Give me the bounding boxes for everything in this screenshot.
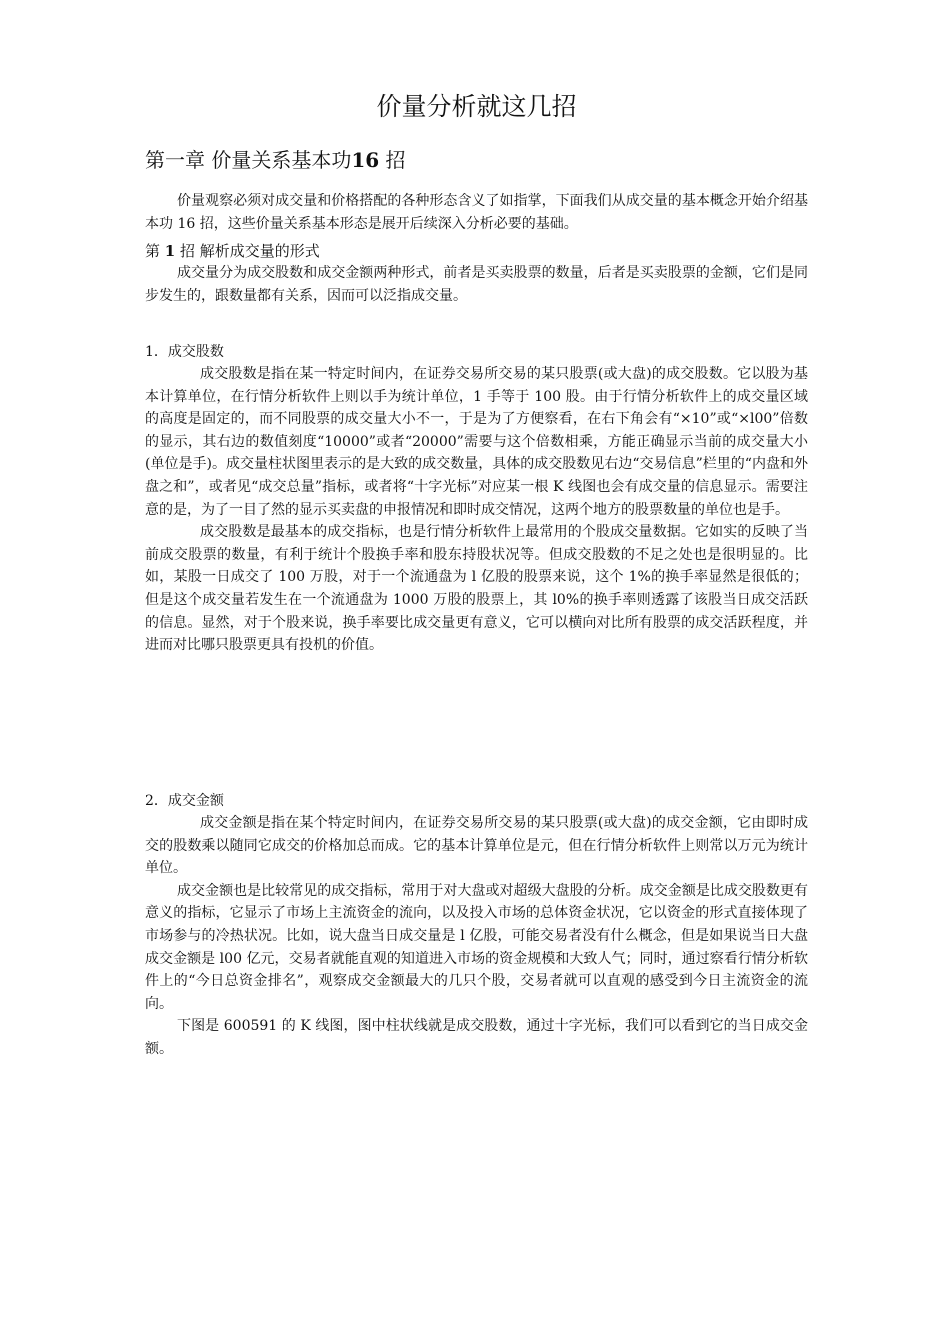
chapter-heading-prefix: 第一章 价量关系基本功 (145, 148, 352, 172)
part-2-paragraph-1: 成交金额是指在某个特定时间内，在证券交易所交易的某只股票(或大盘)的成交金额，它由即时成交的股数乘以随同它成交的价格加总而成。它的基本计算单位是元，但在行情分析软件上则常以万元为统计单位。 (145, 815, 808, 877)
part-1-paragraph-1: 成交股数是指在某一特定时间内，在证券交易所交易的某只股票(或大盘)的成交股数。它以股为基本计算单位，在行情分析软件上则以手为统计单位，1 手等于 100 股。由于行情分析软件上的成交量区域的高度是固定的，而不同股票的成交量大小不一，于是为了方便察看，在右下角会有“×10”或“×l00”倍数的显示，其右边的数值刻度“10000”或者“20000”需要与这个倍数相乘，方能正确显示当前的成交量大小(单位是手)。成交量柱状图里表示的是大致的成交数量，具体的成交股数见右边“交易信息”栏里的“内盘和外盘之和”，或者见“成交总量”指标，或者将“十字光标”对应某一根 K 线图也会有成交量的信息显示。需要注意的是，为了一目了然的显示买卖盘的申报情况和即时成交情况，这两个地方的股票数量的单位也是手。 (145, 366, 808, 518)
part-2-paragraph-2: 成交金额也是比较常见的成交指标，常用于对大盘或对超级大盘股的分析。成交金额是比成交股数更有意义的指标，它显示了市场上主流资金的流向，以及投入市场的总体资金状况，它以资金的形式直接体现了市场参与的冷热状况。比如，说大盘当日成交量是 l 亿股，可能交易者没有什么概念，但是如果说当日大盘成交金额是 l00 亿元，交易者就能直观的知道进入市场的资金规模和大致人气；同时，通过察看行情分析软件上的“今日总资金排名”，观察成交金额最大的几只个股，交易者就可以直观的感受到今日主流资金的流向。 (145, 882, 808, 1012)
section-1-heading-number: 1 (164, 242, 176, 260)
section-1-heading (145, 240, 808, 262)
chapter-heading-number: 16 (351, 148, 380, 172)
part-1 (145, 341, 808, 657)
intro-paragraph: 价量观察必须对成交量和价格搭配的各种形态含义了如指掌，下面我们从成交量的基本概念开始介绍基本功 16 招，这些价量关系基本形态是展开后续深入分析必要的基础。 (145, 193, 808, 232)
part-1-heading: 1．成交股数 (145, 344, 224, 360)
section-1-heading-suffix: 招 解析成交量的形式 (175, 242, 320, 260)
chapter-heading (145, 146, 406, 174)
intro-section (145, 190, 808, 235)
part-2 (145, 790, 808, 1061)
document-title: 价量分析就这几招 (376, 92, 577, 121)
part-1-paragraph-2: 成交股数是最基本的成交指标，也是行情分析软件上最常用的个股成交量数据。它如实的反映了当前成交股票的数量，有利于统计个股换手率和股东持股状况等。但成交股数的不足之处也是很明显的。比如，某股一日成交了 100 万股，对于一个流通盘为 l 亿股的股票来说，这个 1%的换手率显然是很低的；但是这个成交量若发生在一个流通盘为 1000 万股的股票上，其 l0%的换手率则透露了该股当日成交活跃的信息。显然，对于个股来说，换手率要比成交量更有意义，它可以横向对比所有股票的成交活跃程度，并进而对比哪只股票更具有投机的价值。 (145, 524, 808, 654)
section-1 (145, 240, 808, 307)
part-2-paragraph-3: 下图是 600591 的 K 线图，图中柱状线就是成交股数，通过十字光标，我们可以看到它的当日成交金额。 (145, 1018, 808, 1057)
chapter-heading-suffix: 招 (379, 148, 406, 172)
section-1-paragraph: 成交量分为成交股数和成交金额两种形式，前者是买卖股票的数量，后者是买卖股票的金额，它们是同步发生的，跟数量都有关系，因而可以泛指成交量。 (145, 265, 808, 304)
part-2-heading: 2．成交金额 (145, 793, 224, 809)
section-1-heading-prefix: 第 (145, 242, 165, 260)
